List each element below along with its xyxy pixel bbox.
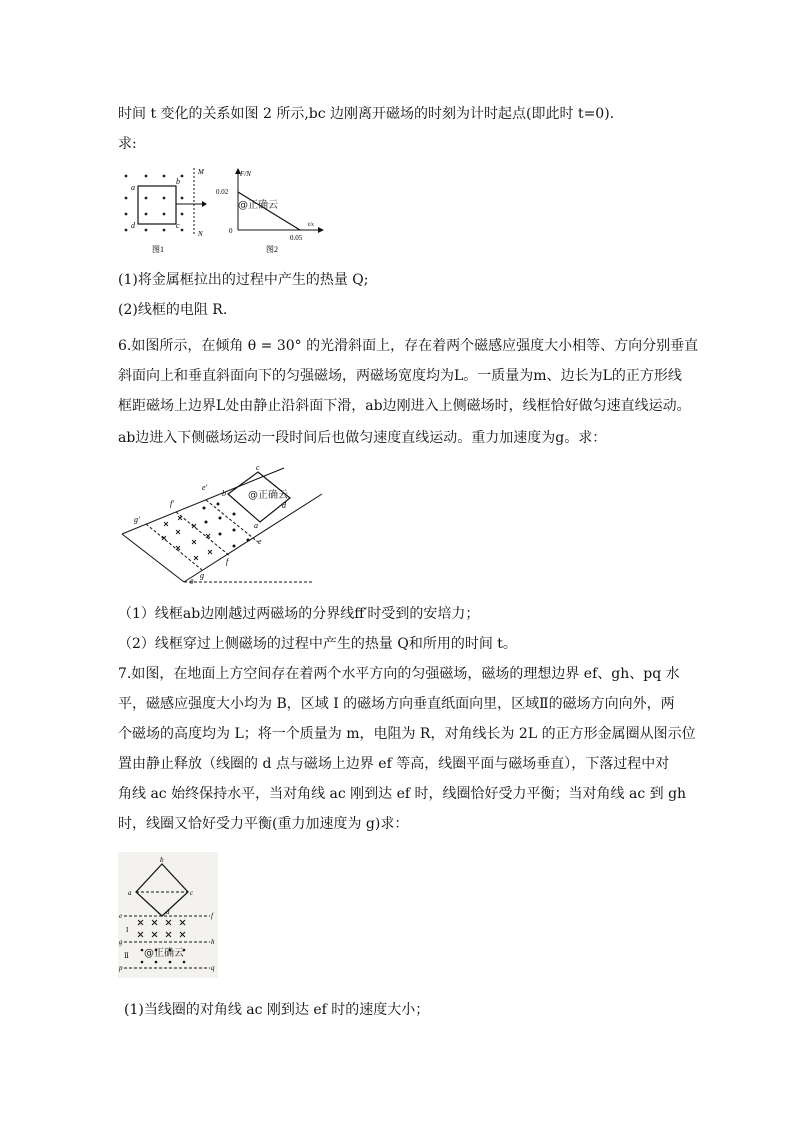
label-f-prime: f′ [170,499,174,508]
problem7-text-line-3: 个磁场的高度均为 L；将一个质量为 m，电阻为 R，对角线长为 2L 的正方形金属圈从图示位 [118,726,696,742]
problem5-intro: 时间 t 变化的关系如图 2 所示,bc 边刚离开磁场的时刻为计时起点(即此时 t=0). [118,106,615,122]
figure-1-caption: 图1 [152,245,164,254]
problem7-text-line-2: 平，磁感应强度大小均为 B，区域 I 的磁场方向垂直纸面向里，区域Ⅱ的磁场方向向外，两 [118,696,675,712]
label-c: c [176,221,180,230]
problem6-question-1: （1）线框ab边刚越过两磁场的分界线ff′时受到的安培力； [118,606,480,622]
label-h: h [211,938,215,946]
boundary-ff [176,512,230,556]
label-e: e [258,537,262,546]
label-e-prime: e′ [202,483,208,492]
y-tick-label: 0.02 [216,188,229,196]
problem6-incline-figure [118,462,328,586]
y-axis-label: F/N [240,170,251,178]
label-a: a [128,889,132,897]
label-e: e [119,912,123,920]
problem6-question-2: （2）线框穿过上侧磁场的过程中产生的热量 Q和所用的时间 t。 [118,636,517,652]
label-b: b [160,856,164,864]
field-dots [203,503,250,548]
figure-1-metal-frame [118,166,214,262]
label-a: a [254,521,258,530]
watermark: @正确云 [144,948,184,959]
label-a: a [131,183,135,192]
label-N: N [198,230,203,238]
problem6-text-line-4: ab边进入下侧磁场运动一段时间后也做匀速度直线运动。重力加速度为g。求： [118,430,607,446]
origin-label: 0 [229,227,233,235]
label-q: q [211,964,215,972]
figure-2-force-time-graph [212,166,332,262]
x-axis-label: t/s [308,222,314,228]
boundary-gg [146,524,202,570]
label-c: c [190,889,194,897]
figure-2-caption: 图2 [266,245,278,254]
label-g: g [200,571,204,580]
label-g: g [119,938,123,946]
problem6-text-line-3: 框距磁场上边界L处由静止沿斜面下滑，ab边刚进入上侧磁场时，线框恰好做匀速直线运动。 [118,398,691,414]
force-line [238,192,300,230]
problem6-text-line-2: 斜面向上和垂直斜面向下的匀强磁场，两磁场宽度均为L。一质量为m、边长为L的正方形线 [118,368,682,384]
boundary-ee [206,500,258,542]
problem5-question-1: (1)将金属框拉出的过程中产生的热量 Q; [118,272,369,288]
problem6-text-line-1: 6.如图所示，在倾角 θ = 30° 的光滑斜面上，存在着两个磁感应强度大小相等、方向分别垂直 [118,338,699,354]
label-region-2: Ⅱ [124,952,129,960]
problem7-text-line-4: 置由静止释放（线圈的 d 点与磁场上边界 ef 等高，线圈平面与磁场垂直），下落过程中对 [118,756,670,772]
label-p: p [119,964,123,972]
incline-left-edge [122,534,184,582]
x-tick-label: 0.05 [290,234,303,242]
label-region-1: I [126,926,129,934]
problem7-question-1: (1)当线圈的对角线 ac 刚到达 ef 时的速度大小； [124,1002,430,1018]
problem7-text-line-6: 时，线圈又恰好受力平衡(重力加速度为 g)求： [118,816,409,832]
label-d: d [166,908,170,916]
field-crosses [162,516,212,560]
problem7-text-line-1: 7.如图，在地面上方空间存在着两个水平方向的匀强磁场，磁场的理想边界 ef、gh、pq 水 [118,666,680,682]
label-b: b [222,489,226,498]
label-f: f [211,912,213,920]
label-f: f [226,557,229,566]
label-g-prime: g′ [134,515,140,524]
square-frame [138,186,176,224]
label-b: b [176,177,180,186]
problem7-text-line-5: 角线 ac 始终保持水平，当对角线 ac 刚到达 ef 时，线圈恰好受力平衡；当对角线 ac 到 gh [118,786,687,802]
problem5-question-2: (2)线框的电阻 R. [118,302,228,318]
label-theta: θ [190,578,194,586]
label-d: d [282,501,286,510]
label-M: M [198,168,204,176]
problem7-coil-figure [118,852,218,978]
problem5-ask: 求: [118,136,137,152]
watermark: @正确云 [238,200,278,211]
label-d: d [131,221,135,230]
label-c: c [256,463,260,472]
watermark: @正确云 [248,490,288,501]
